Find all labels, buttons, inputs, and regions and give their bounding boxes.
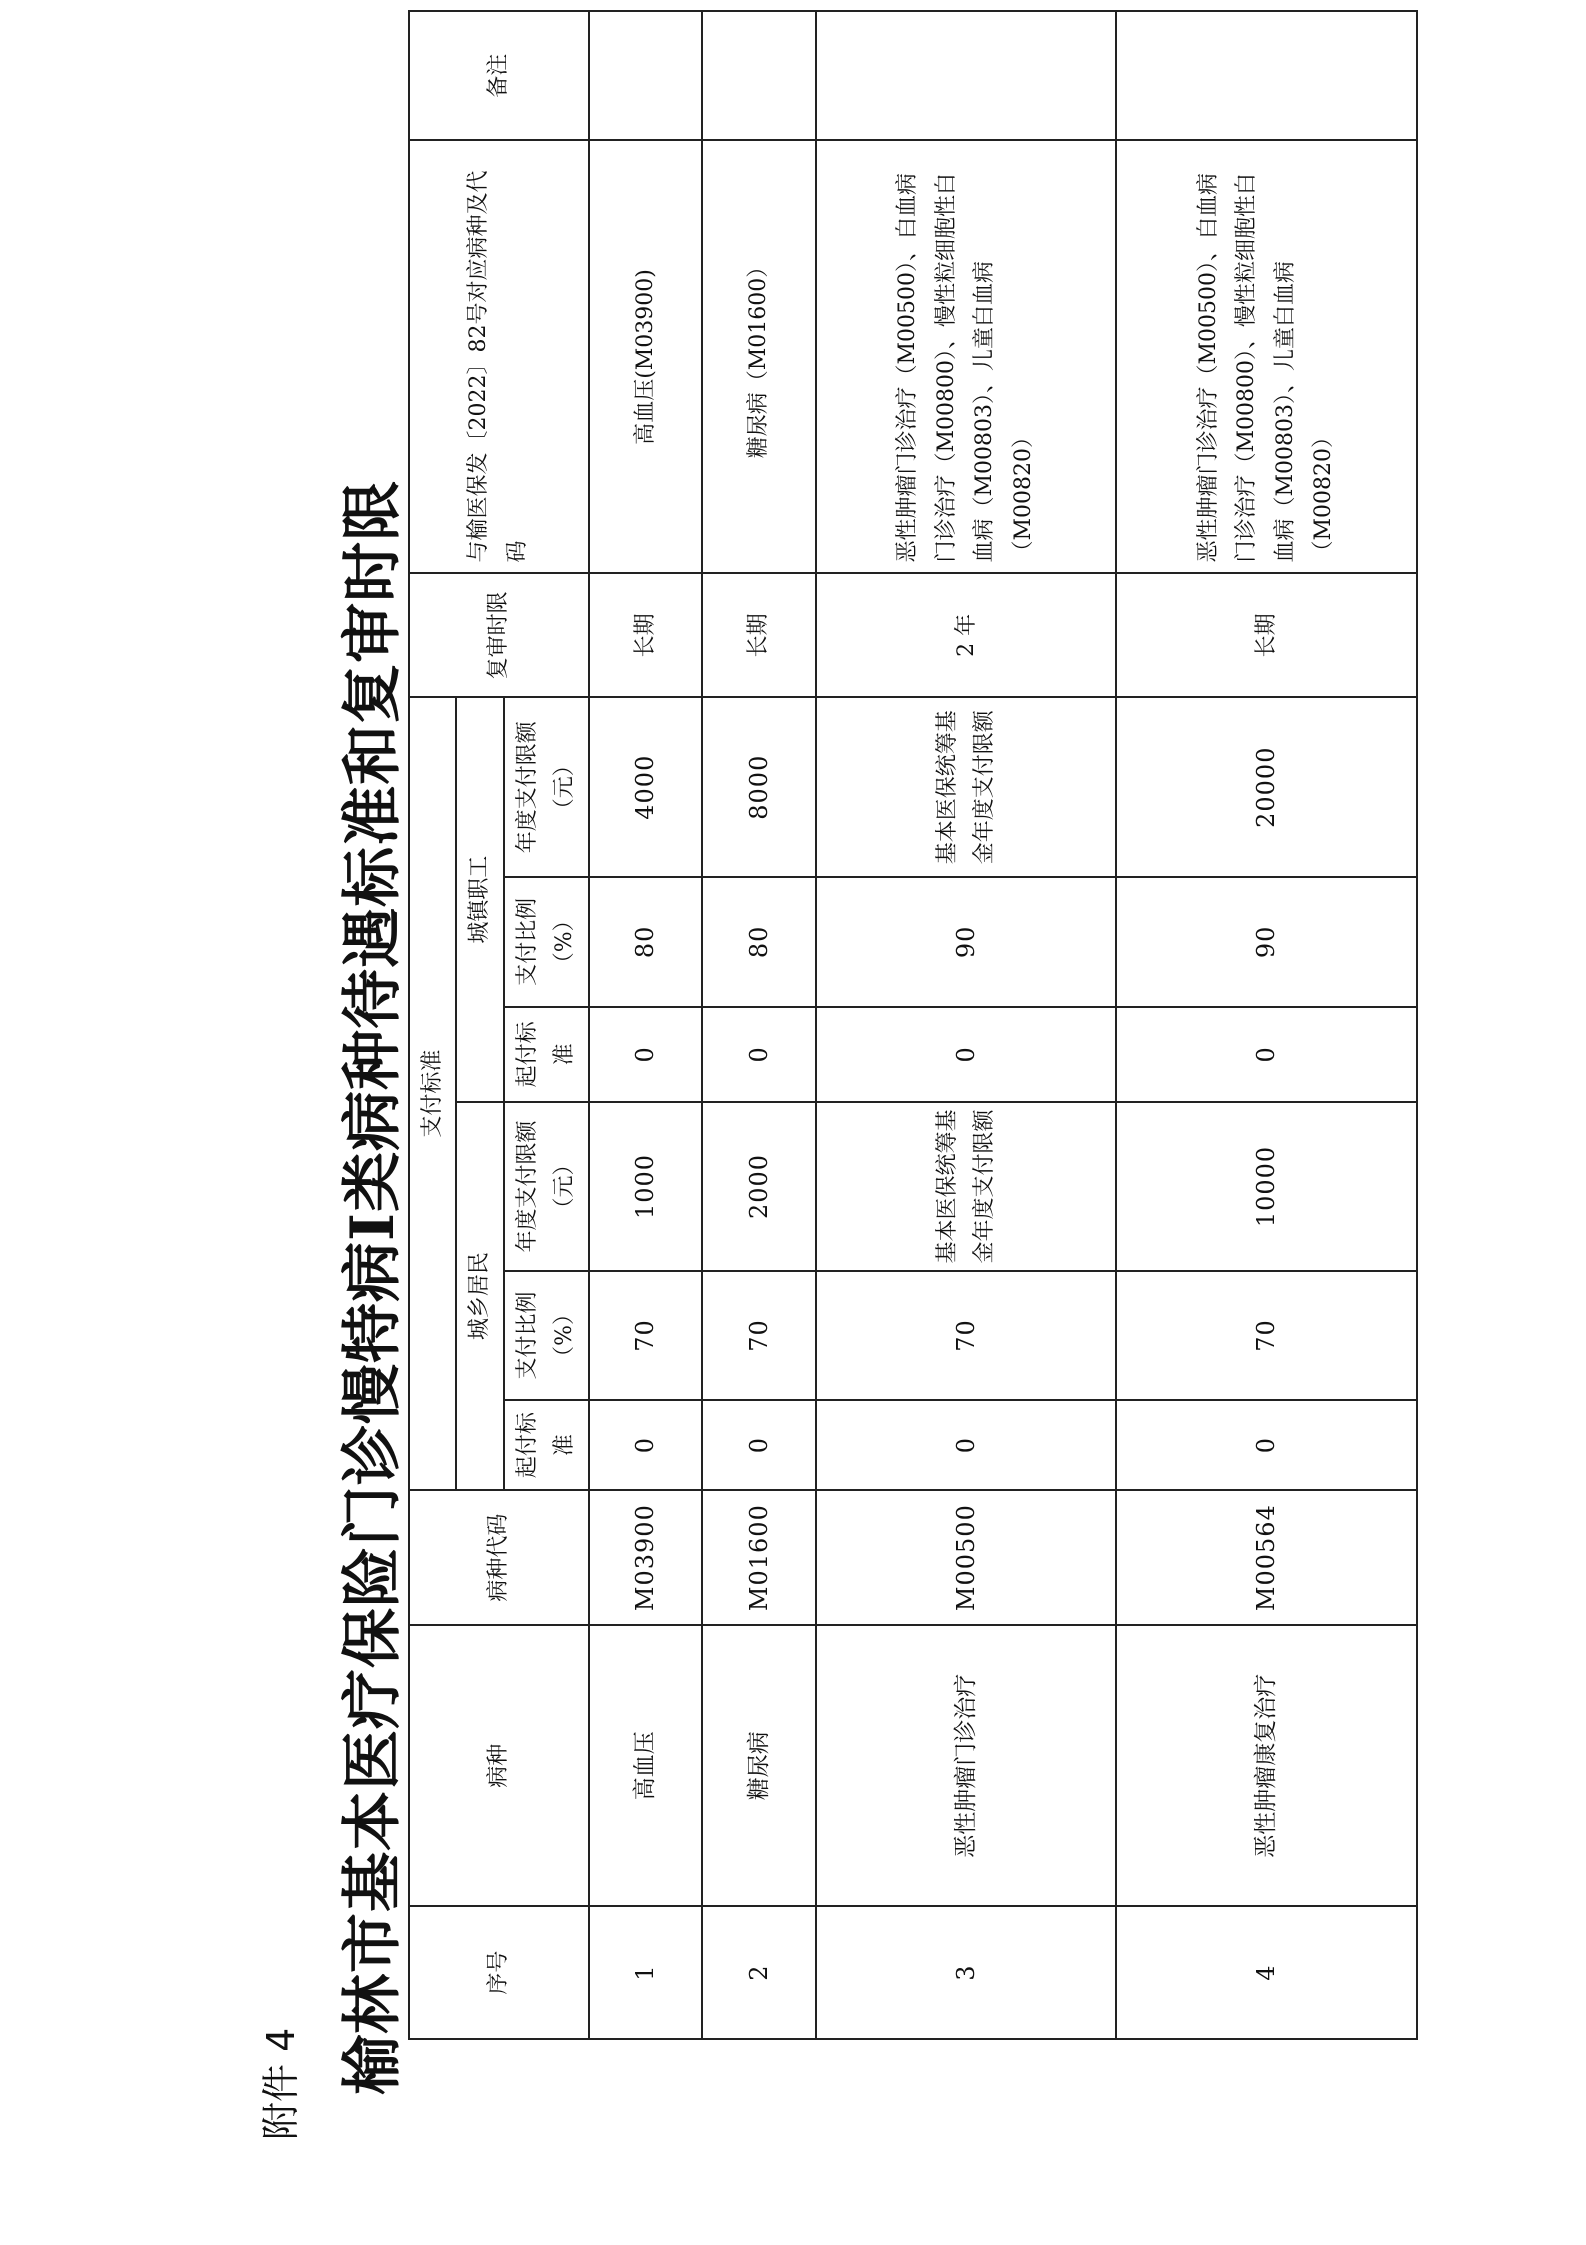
cell-review: 长期: [589, 573, 703, 697]
cell-employee-ratio: 80: [702, 877, 816, 1006]
header-rural-ratio: 支付比例（%）: [504, 1271, 589, 1400]
cell-employee-ratio: 90: [1116, 877, 1417, 1006]
header-urban-employee: 城镇职工: [456, 697, 503, 1102]
cell-code: M00564: [1116, 1490, 1417, 1625]
cell-remark: [1116, 11, 1417, 140]
cell-seq: 2: [702, 1906, 816, 2039]
cell-employee-limit: 20000: [1116, 697, 1417, 877]
cell-employee-limit: 8000: [702, 697, 816, 877]
header-employee-ratio: 支付比例（%）: [504, 877, 589, 1006]
cell-employee-ratio: 80: [589, 877, 703, 1006]
cell-review: 长期: [702, 573, 816, 697]
page-title: 榆林市基本医疗保险门诊慢特病Ⅰ类病种待遇标准和复审时限: [338, 479, 408, 2095]
cell-rural-ratio: 70: [1116, 1271, 1417, 1400]
cell-code: M00500: [816, 1490, 1117, 1625]
cell-rural-deductible: 0: [589, 1400, 703, 1490]
cell-seq: 4: [1116, 1906, 1417, 2039]
table-row: [816, 11, 1117, 2039]
cell-rural-limit: 10000: [1116, 1102, 1417, 1271]
cell-rural-ratio: 70: [702, 1271, 816, 1400]
cell-mapping: 恶性肿瘤门诊治疗（M00500）、白血病门诊治疗（M00800）、慢性粒细胞性白血病（M00803）、儿童白血病（M00820）: [1116, 140, 1417, 573]
standards-table: [408, 10, 1418, 2040]
table-row: [589, 11, 703, 2039]
header-review: 复审时限: [409, 573, 589, 697]
cell-rural-ratio: 70: [589, 1271, 703, 1400]
cell-employee-deductible: 0: [702, 1007, 816, 1103]
cell-employee-deductible: 0: [589, 1007, 703, 1103]
header-row-1: [409, 11, 456, 2039]
cell-employee-limit: 基本医保统筹基金年度支付限额: [816, 697, 1117, 877]
cell-employee-deductible: 0: [1116, 1007, 1417, 1103]
header-seq: 序号: [409, 1906, 589, 2039]
cell-rural-ratio: 70: [816, 1271, 1117, 1400]
table-row: [702, 11, 816, 2039]
cell-remark: [589, 11, 703, 140]
cell-rural-limit: 1000: [589, 1102, 703, 1271]
header-rural-deductible: 起付标准: [504, 1400, 589, 1490]
cell-seq: 1: [589, 1906, 703, 2039]
cell-review: 长期: [1116, 573, 1417, 697]
cell-employee-deductible: 0: [816, 1007, 1117, 1103]
standards-table-container: [408, 10, 1418, 2040]
header-pay-standard: 支付标准: [409, 697, 456, 1490]
header-code: 病种代码: [409, 1490, 589, 1625]
header-rural-limit: 年度支付限额（元）: [504, 1102, 589, 1271]
cell-employee-limit: 4000: [589, 697, 703, 877]
cell-rural-deductible: 0: [816, 1400, 1117, 1490]
cell-mapping: 恶性肿瘤门诊治疗（M00500）、白血病门诊治疗（M00800）、慢性粒细胞性白血病（M00803）、儿童白血病（M00820）: [816, 140, 1117, 573]
cell-remark: [816, 11, 1117, 140]
cell-code: M03900: [589, 1490, 703, 1625]
cell-disease: 糖尿病: [702, 1625, 816, 1906]
cell-mapping: 糖尿病（M01600）: [702, 140, 816, 573]
cell-disease: 恶性肿瘤康复治疗: [1116, 1625, 1417, 1906]
cell-rural-limit: 基本医保统筹基金年度支付限额: [816, 1102, 1117, 1271]
cell-disease: 高血压: [589, 1625, 703, 1906]
header-employee-deductible: 起付标准: [504, 1007, 589, 1103]
cell-rural-limit: 2000: [702, 1102, 816, 1271]
cell-disease: 恶性肿瘤门诊治疗: [816, 1625, 1117, 1906]
cell-rural-deductible: 0: [702, 1400, 816, 1490]
header-employee-limit: 年度支付限额（元）: [504, 697, 589, 877]
header-mapping: 与榆医保发〔2022〕82号对应病种及代码: [409, 140, 589, 573]
cell-seq: 3: [816, 1906, 1117, 2039]
cell-mapping: 高血压(M03900): [589, 140, 703, 573]
cell-remark: [702, 11, 816, 140]
cell-review: 2 年: [816, 573, 1117, 697]
header-disease: 病种: [409, 1625, 589, 1906]
table-row: [1116, 11, 1417, 2039]
cell-employee-ratio: 90: [816, 877, 1117, 1006]
header-remark: 备注: [409, 11, 589, 140]
cell-code: M01600: [702, 1490, 816, 1625]
cell-rural-deductible: 0: [1116, 1400, 1417, 1490]
header-rural-resident: 城乡居民: [456, 1102, 503, 1490]
attachment-label: 附件 4: [259, 2027, 303, 2140]
